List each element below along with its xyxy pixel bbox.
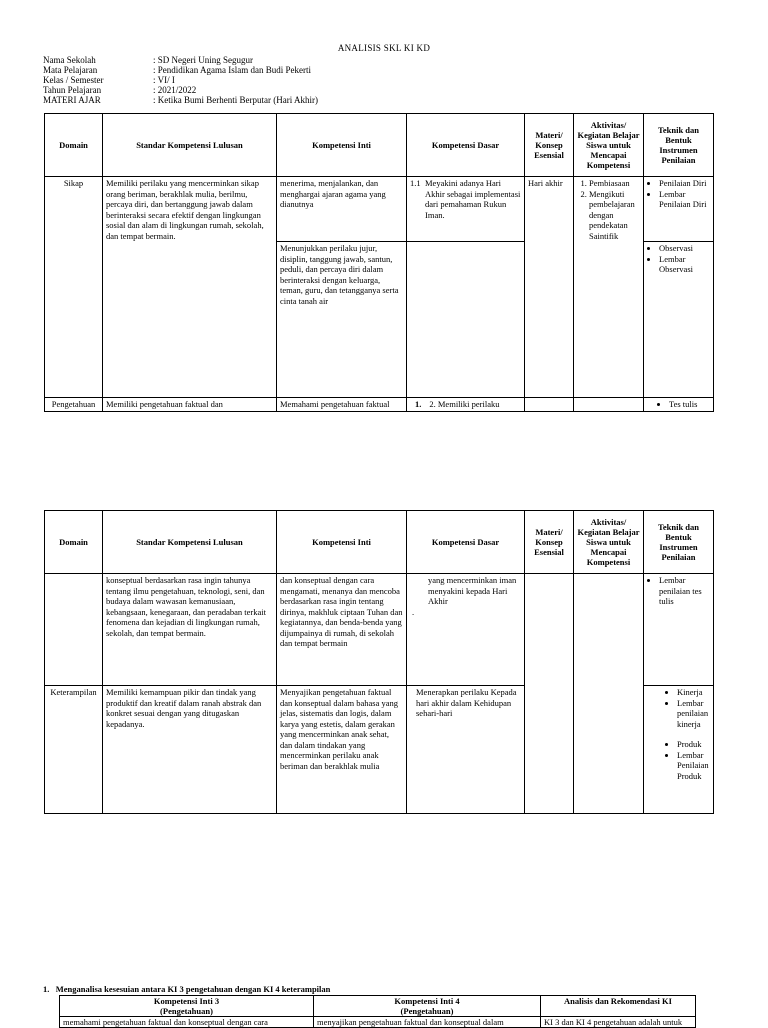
list-item: • Penilaian Diri bbox=[659, 178, 710, 189]
domain-cell: Keterampilan bbox=[45, 686, 103, 814]
header-ki3: Kompetensi Inti 3 (Pengetahuan) bbox=[60, 996, 314, 1017]
domain-cell: Pengetahuan bbox=[45, 398, 103, 412]
aktivitas-cell bbox=[574, 398, 644, 412]
analysis-cell: KI 3 dan KI 4 pengetahuan adalah untuk bbox=[541, 1017, 696, 1028]
table-header-row bbox=[45, 511, 714, 574]
skl-cell: Memiliki kemampuan pikir dan tindak yang produktif dan kreatif dalam ranah abstrak dan konkret sesuai dengan yang ditugaskan kepadanya. bbox=[103, 686, 277, 814]
skl-cell: konseptual berdasarkan rasa ingin tahunya tentang ilmu pengetahuan, teknologi, seni, dan budaya dalam wawasan kemanusiaan, kebangsaan, kenegaraan, dan peradaban terkait fenomena dan kejadian di lingkungan rumah, sekolah, dan tempat bermain. bbox=[103, 574, 277, 686]
ki-cell: Memahami pengetahuan faktual bbox=[277, 398, 407, 412]
analysis-table-2 bbox=[44, 510, 714, 814]
kd-item: 1.1 Meyakini adanya Hari Akhir sebagai implementasi dari pemahaman Rukun Iman. bbox=[410, 178, 521, 220]
teknik-list bbox=[647, 687, 710, 729]
info-row-class: Kelas / Semester : VI/ I bbox=[43, 75, 175, 85]
ki3-cell: memahami pengetahuan faktual dan konseptual dengan cara bbox=[60, 1017, 314, 1028]
info-row-school: Nama Sekolah : SD Negeri Uning Segugur bbox=[43, 55, 253, 65]
list-item: • Lembar penilaian tes tulis bbox=[659, 575, 710, 607]
list-item: • Kinerja bbox=[677, 687, 710, 698]
domain-cell: Sikap bbox=[45, 177, 103, 398]
header-aktivitas: Aktivitas/ Kegiatan Belajar Siswa untuk Mencapai Kompetensi bbox=[574, 114, 644, 177]
teknik-list bbox=[647, 178, 710, 210]
teknik-list bbox=[647, 739, 710, 781]
header-skl: Standar Kompetensi Lulusan bbox=[103, 511, 277, 574]
table-row bbox=[45, 574, 714, 686]
identity-block bbox=[43, 55, 318, 105]
table-row bbox=[45, 398, 714, 412]
header-materi: Materi/ Konsep Esensial bbox=[525, 114, 574, 177]
kd-cell: Menerapkan perilaku Kepada hari akhir dalam Kehidupan sehari-hari bbox=[407, 686, 525, 814]
header-skl: Standar Kompetensi Lulusan bbox=[103, 114, 277, 177]
ki-cell: dan konseptual dengan cara mengamati, menanya dan mencoba berdasarkan rasa ingin tentang dirinya, makhluk ciptaan Tuhan dan kegiatannya, dan benda-benda yang dijumpainya di rumah, di sekolah dan tempat bermain bbox=[277, 574, 407, 686]
header-kd: Kompetensi Dasar bbox=[407, 511, 525, 574]
table-header-row bbox=[45, 114, 714, 177]
header-kd: Kompetensi Dasar bbox=[407, 114, 525, 177]
teknik-cell bbox=[644, 686, 714, 814]
ki4-cell: menyajikan pengetahuan faktual dan konseptual dalam bbox=[314, 1017, 541, 1028]
header-ki4: Kompetensi Inti 4 (Pengetahuan) bbox=[314, 996, 541, 1017]
list-item: • Lembar Penilaian Produk bbox=[677, 750, 710, 782]
teknik-list bbox=[647, 243, 710, 275]
skl-cell: Memiliki pengetahuan faktual dan bbox=[103, 398, 277, 412]
teknik-cell bbox=[644, 574, 714, 686]
domain-cell bbox=[45, 574, 103, 686]
info-row-material: MATERI AJAR : Ketika Bumi Berhenti Berputar (Hari Akhir) bbox=[43, 95, 318, 105]
list-item: • Lembar penilaian kinerja bbox=[677, 698, 710, 730]
header-aktivitas: Aktivitas/ Kegiatan Belajar Siswa untuk Mencapai Kompetensi bbox=[574, 511, 644, 574]
list-item: • Lembar Penilaian Diri bbox=[659, 189, 710, 210]
skl-cell: Memiliki perilaku yang mencerminkan sikap orang beriman, berakhlak mulia, berilmu, percaya diri, dan bertanggung jawab dalam berinteraksi secara efektif dengan lingkungan sosial dan alam di lingkungan rumah, sekolah, dan tempat bermain. bbox=[103, 177, 277, 398]
header-domain: Domain bbox=[45, 511, 103, 574]
document-title: ANALISIS SKL KI KD bbox=[337, 43, 431, 53]
kd-cell bbox=[407, 242, 525, 398]
header-ki: Kompetensi Inti bbox=[277, 114, 407, 177]
kd-cell: 1. 2. Memiliki perilaku bbox=[407, 398, 525, 412]
header-domain: Domain bbox=[45, 114, 103, 177]
analysis-table-1 bbox=[44, 113, 714, 412]
table-row bbox=[45, 177, 714, 242]
list-item: • Lembar Observasi bbox=[659, 254, 710, 275]
aktivitas-cell bbox=[574, 177, 644, 398]
table-row bbox=[60, 1017, 696, 1028]
teknik-cell bbox=[644, 177, 714, 242]
ki-cell: menerima, menjalankan, dan menghargai ajaran agama yang dianutnya bbox=[277, 177, 407, 242]
list-item: 2. Mengikuti pembelajaran dengan pendekatan Saintifik bbox=[589, 189, 640, 242]
materi-cell bbox=[525, 398, 574, 412]
kd-cell: yang mencerminkan iman menyakini kepada Hari Akhir . bbox=[407, 574, 525, 686]
teknik-cell bbox=[644, 242, 714, 398]
header-analysis: Analisis dan Rekomendasi KI bbox=[541, 996, 696, 1017]
header-materi: Materi/ Konsep Esensial bbox=[525, 511, 574, 574]
header-teknik: Teknik dan Bentuk Instrumen Penilaian bbox=[644, 114, 714, 177]
kd-cell bbox=[407, 177, 525, 242]
teknik-list bbox=[647, 399, 710, 410]
teknik-list bbox=[647, 575, 710, 607]
list-item: • Observasi bbox=[659, 243, 710, 254]
materi-cell: Hari akhir bbox=[525, 177, 574, 398]
ki-cell: Menunjukkan perilaku jujur, disiplin, tanggung jawab, santun, peduli, dan percaya diri dalam berinteraksi dengan keluarga, teman, guru, dan tetangganya serta cinta tanah air bbox=[277, 242, 407, 398]
aktivitas-cell bbox=[574, 574, 644, 814]
table-header-row bbox=[60, 996, 696, 1017]
section-heading: 1. Menganalisa kesesuian antara KI 3 pengetahuan dengan KI 4 keterampilan bbox=[43, 984, 331, 994]
materi-cell bbox=[525, 574, 574, 814]
list-item: 1. Pembiasaan bbox=[589, 178, 640, 189]
header-ki: Kompetensi Inti bbox=[277, 511, 407, 574]
info-row-subject: Mata Pelajaran : Pendidikan Agama Islam dan Budi Pekerti bbox=[43, 65, 311, 75]
list-item: • Tes tulis bbox=[669, 399, 710, 410]
aktivitas-list bbox=[577, 178, 640, 241]
teknik-cell bbox=[644, 398, 714, 412]
header-teknik: Teknik dan Bentuk Instrumen Penilaian bbox=[644, 511, 714, 574]
ki-comparison-table bbox=[59, 995, 696, 1028]
ki-cell: Menyajikan pengetahuan faktual dan konseptual dalam bahasa yang jelas, sistematis dan logis, dalam karya yang estetis, dalam gerakan yang mencerminkan anak sehat, dan dalam tindakan yang mencerminkan perilaku anak beriman dan berakhlak mulia bbox=[277, 686, 407, 814]
info-row-year: Tahun Pelajaran : 2021/2022 bbox=[43, 85, 197, 95]
list-item: • Produk bbox=[677, 739, 710, 750]
